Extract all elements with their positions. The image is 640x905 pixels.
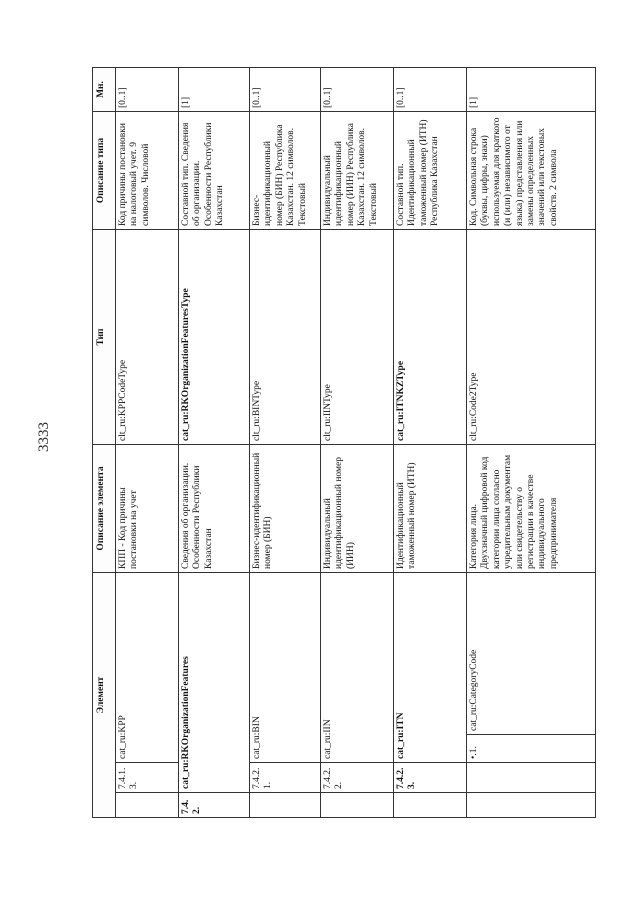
indent-cell [321, 793, 394, 818]
row-number: 7.4.1.3. [116, 763, 179, 793]
row-type-desc: Составной тип. Идентификационный таможенный номер (ИТН) Республика Казахстан [394, 111, 467, 229]
indent-cell [394, 793, 467, 818]
row-mn: [0..1] [250, 67, 321, 111]
header-type-desc: Описание типа [93, 111, 116, 229]
table-row [250, 67, 321, 817]
row-element-desc: Бизнес-идентификационный номер (БИН) [250, 444, 321, 572]
row-number: 7.4.2.1. [250, 763, 321, 793]
row-type-desc: Бизнес-идентификационный номер (БИН) Республика Казахстан. 12 символов. Текстовый [250, 111, 321, 229]
row-type-desc: Составной тип. Сведения об организации. Особенности Республики Казахстан [179, 111, 250, 229]
elements-table [92, 67, 596, 818]
table-row [394, 67, 467, 817]
header-element-desc: Описание элемента [93, 444, 116, 572]
row-number: 7.4.2. [179, 793, 250, 818]
header-mn: Мн. [93, 67, 116, 111]
row-number: 7.4.2.2. [321, 763, 394, 793]
row-mn: [0..1] [321, 67, 394, 111]
row-mn: [0..1] [116, 67, 179, 111]
table-row [179, 67, 250, 817]
indent-cell [116, 793, 179, 818]
row-element-desc: КПП - Код причины постановки на учет [116, 444, 179, 572]
row-number: •.1. [467, 735, 596, 763]
row-element-name: cat_ru:KPP [116, 572, 179, 762]
row-element-name: cat_ru:IIN [321, 572, 394, 762]
header-type: Тип [93, 229, 116, 444]
row-number: 7.4.2.3. [394, 763, 467, 793]
row-mn: [1] [467, 67, 596, 111]
row-type-desc: Код. Символьная строка (буквы, цифры, знаки) используемая для краткого (и (или) независимого от языка) представления или замены определенных значений или текстовых свойств. 2 символа [467, 111, 596, 229]
row-mn: [1] [179, 67, 250, 111]
row-element-name: cat_ru:BIN [250, 572, 321, 762]
row-type: cat_ru:ITNKZType [394, 229, 467, 444]
page-number: 3333 [36, 422, 52, 452]
row-type-desc: Индивидуальный идентификационный номер (ИИН) Республика Казахстан. 12 символов. Текстовый [321, 111, 394, 229]
indent-cell [467, 763, 596, 793]
row-element-name: cat_ru:CategoryCode [467, 572, 596, 734]
header-element: Элемент [93, 572, 116, 817]
indent-cell [250, 793, 321, 818]
row-element-name: cat_ru:RKOrganizationFeatures [179, 572, 250, 792]
table-row [321, 67, 394, 817]
table-header-row [93, 67, 116, 817]
row-type: clt_ru:KPPCodeType [116, 229, 179, 444]
row-mn: [0..1] [394, 67, 467, 111]
row-type: cat_ru:RKOrganizationFeaturesType [179, 229, 250, 444]
table-row [116, 67, 179, 817]
row-element-desc: Идентификационный таможенный номер (ИТН) [394, 444, 467, 572]
row-type: clt_ru:IINType [321, 229, 394, 444]
row-element-name: cat_ru:ITN [394, 572, 467, 762]
document-table-region [92, 68, 632, 818]
row-element-desc: Категория лица. Двухзначный цифровой код категории лица согласно учредительным документам или свидетельству о регистрации в качестве индивидуального предпринимателя [467, 444, 596, 572]
row-type: clt_ru:BINType [250, 229, 321, 444]
row-element-desc: Индивидуальный идентификационный номер (ИИН) [321, 444, 394, 572]
indent-cell [467, 793, 596, 818]
row-type-desc: Код причины постановки на налоговый учет. 9 символов. Числовой [116, 111, 179, 229]
row-type: clt_ru:Code2Type [467, 229, 596, 444]
table-row [467, 67, 596, 817]
row-element-desc: Сведения об организации. Особенности Республики Казахстан [179, 444, 250, 572]
